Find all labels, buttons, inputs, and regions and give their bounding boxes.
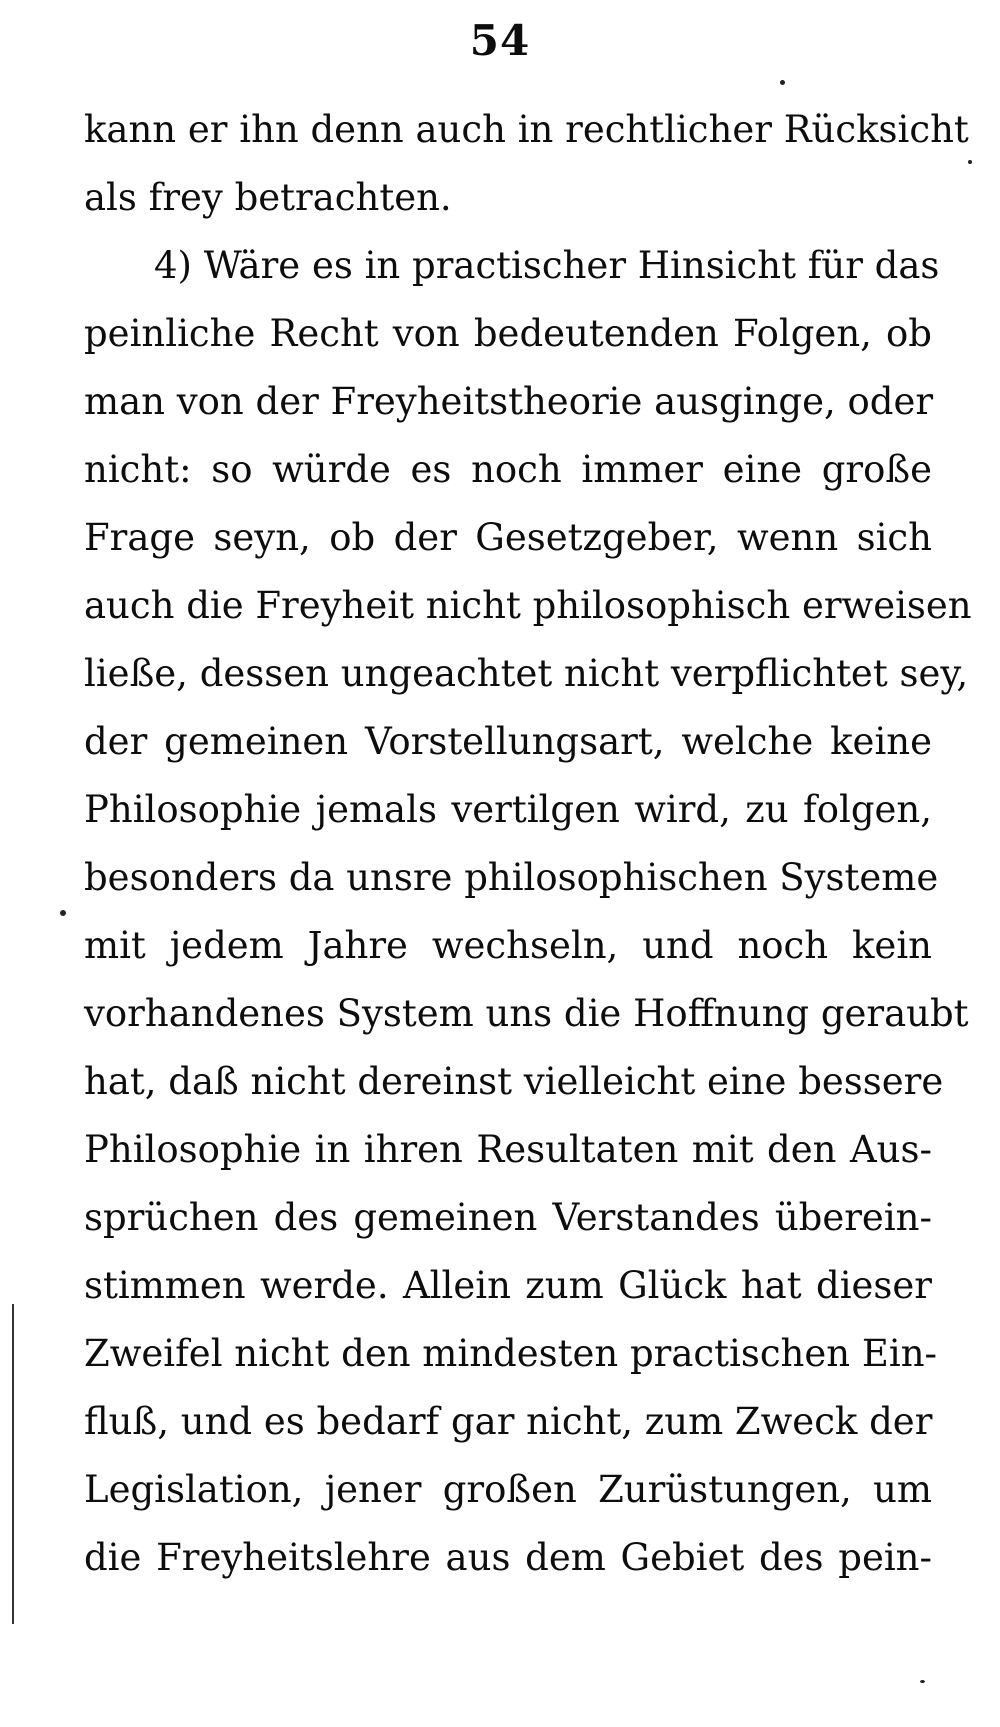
ink-speck	[920, 1680, 925, 1683]
text-line: fluß, und es bedarf gar nicht, zum Zweck der	[84, 1400, 933, 1443]
text-line: besonders da unsre philosophischen Systeme	[84, 856, 939, 899]
text-line: Zweifel nicht den mindesten practischen Ein-	[84, 1332, 938, 1375]
text-line: sprüchen des gemeinen Verstandes überein-	[84, 1196, 932, 1239]
ink-speck	[780, 80, 785, 85]
text-line: auch die Freyheit nicht philosophisch erweisen	[84, 584, 972, 627]
ink-speck	[60, 910, 66, 916]
text-line: vorhandenes System uns die Hoffnung geraubt	[84, 992, 969, 1035]
margin-line	[12, 1304, 14, 1624]
text-line: stimmen werde. Allein zum Glück hat dieser	[84, 1264, 932, 1307]
text-line: der gemeinen Vorstellungsart, welche keine	[84, 720, 932, 763]
text-line: 4) Wäre es in practischer Hinsicht für das	[154, 244, 940, 287]
text-line: man von der Freyheitstheorie ausginge, oder	[84, 380, 934, 423]
body-text	[84, 96, 972, 1592]
page-number: 54	[469, 16, 531, 65]
text-line: als frey betrachten.	[84, 176, 452, 219]
text-line: kann er ihn denn auch in rechtlicher Rücksicht	[84, 108, 969, 151]
text-line: nicht: so würde es noch immer eine große	[84, 448, 932, 491]
text-line: Frage seyn, ob der Gesetzgeber, wenn sich	[84, 516, 932, 559]
text-line: ließe, dessen ungeachtet nicht verpflichtet sey,	[84, 652, 969, 695]
text-line: Philosophie jemals vertilgen wird, zu folgen,	[84, 788, 932, 831]
text-line: hat, daß nicht dereinst vielleicht eine bessere	[84, 1060, 944, 1103]
text-line: die Freyheitslehre aus dem Gebiet des pein-	[84, 1536, 932, 1579]
text-line: Legislation, jener großen Zurüstungen, um	[84, 1468, 932, 1511]
ink-speck	[968, 160, 972, 164]
text-line: mit jedem Jahre wechseln, und noch kein	[84, 924, 932, 967]
text-line: peinliche Recht von bedeutenden Folgen, ob	[84, 312, 932, 355]
text-line: Philosophie in ihren Resultaten mit den Aus-	[84, 1128, 932, 1171]
